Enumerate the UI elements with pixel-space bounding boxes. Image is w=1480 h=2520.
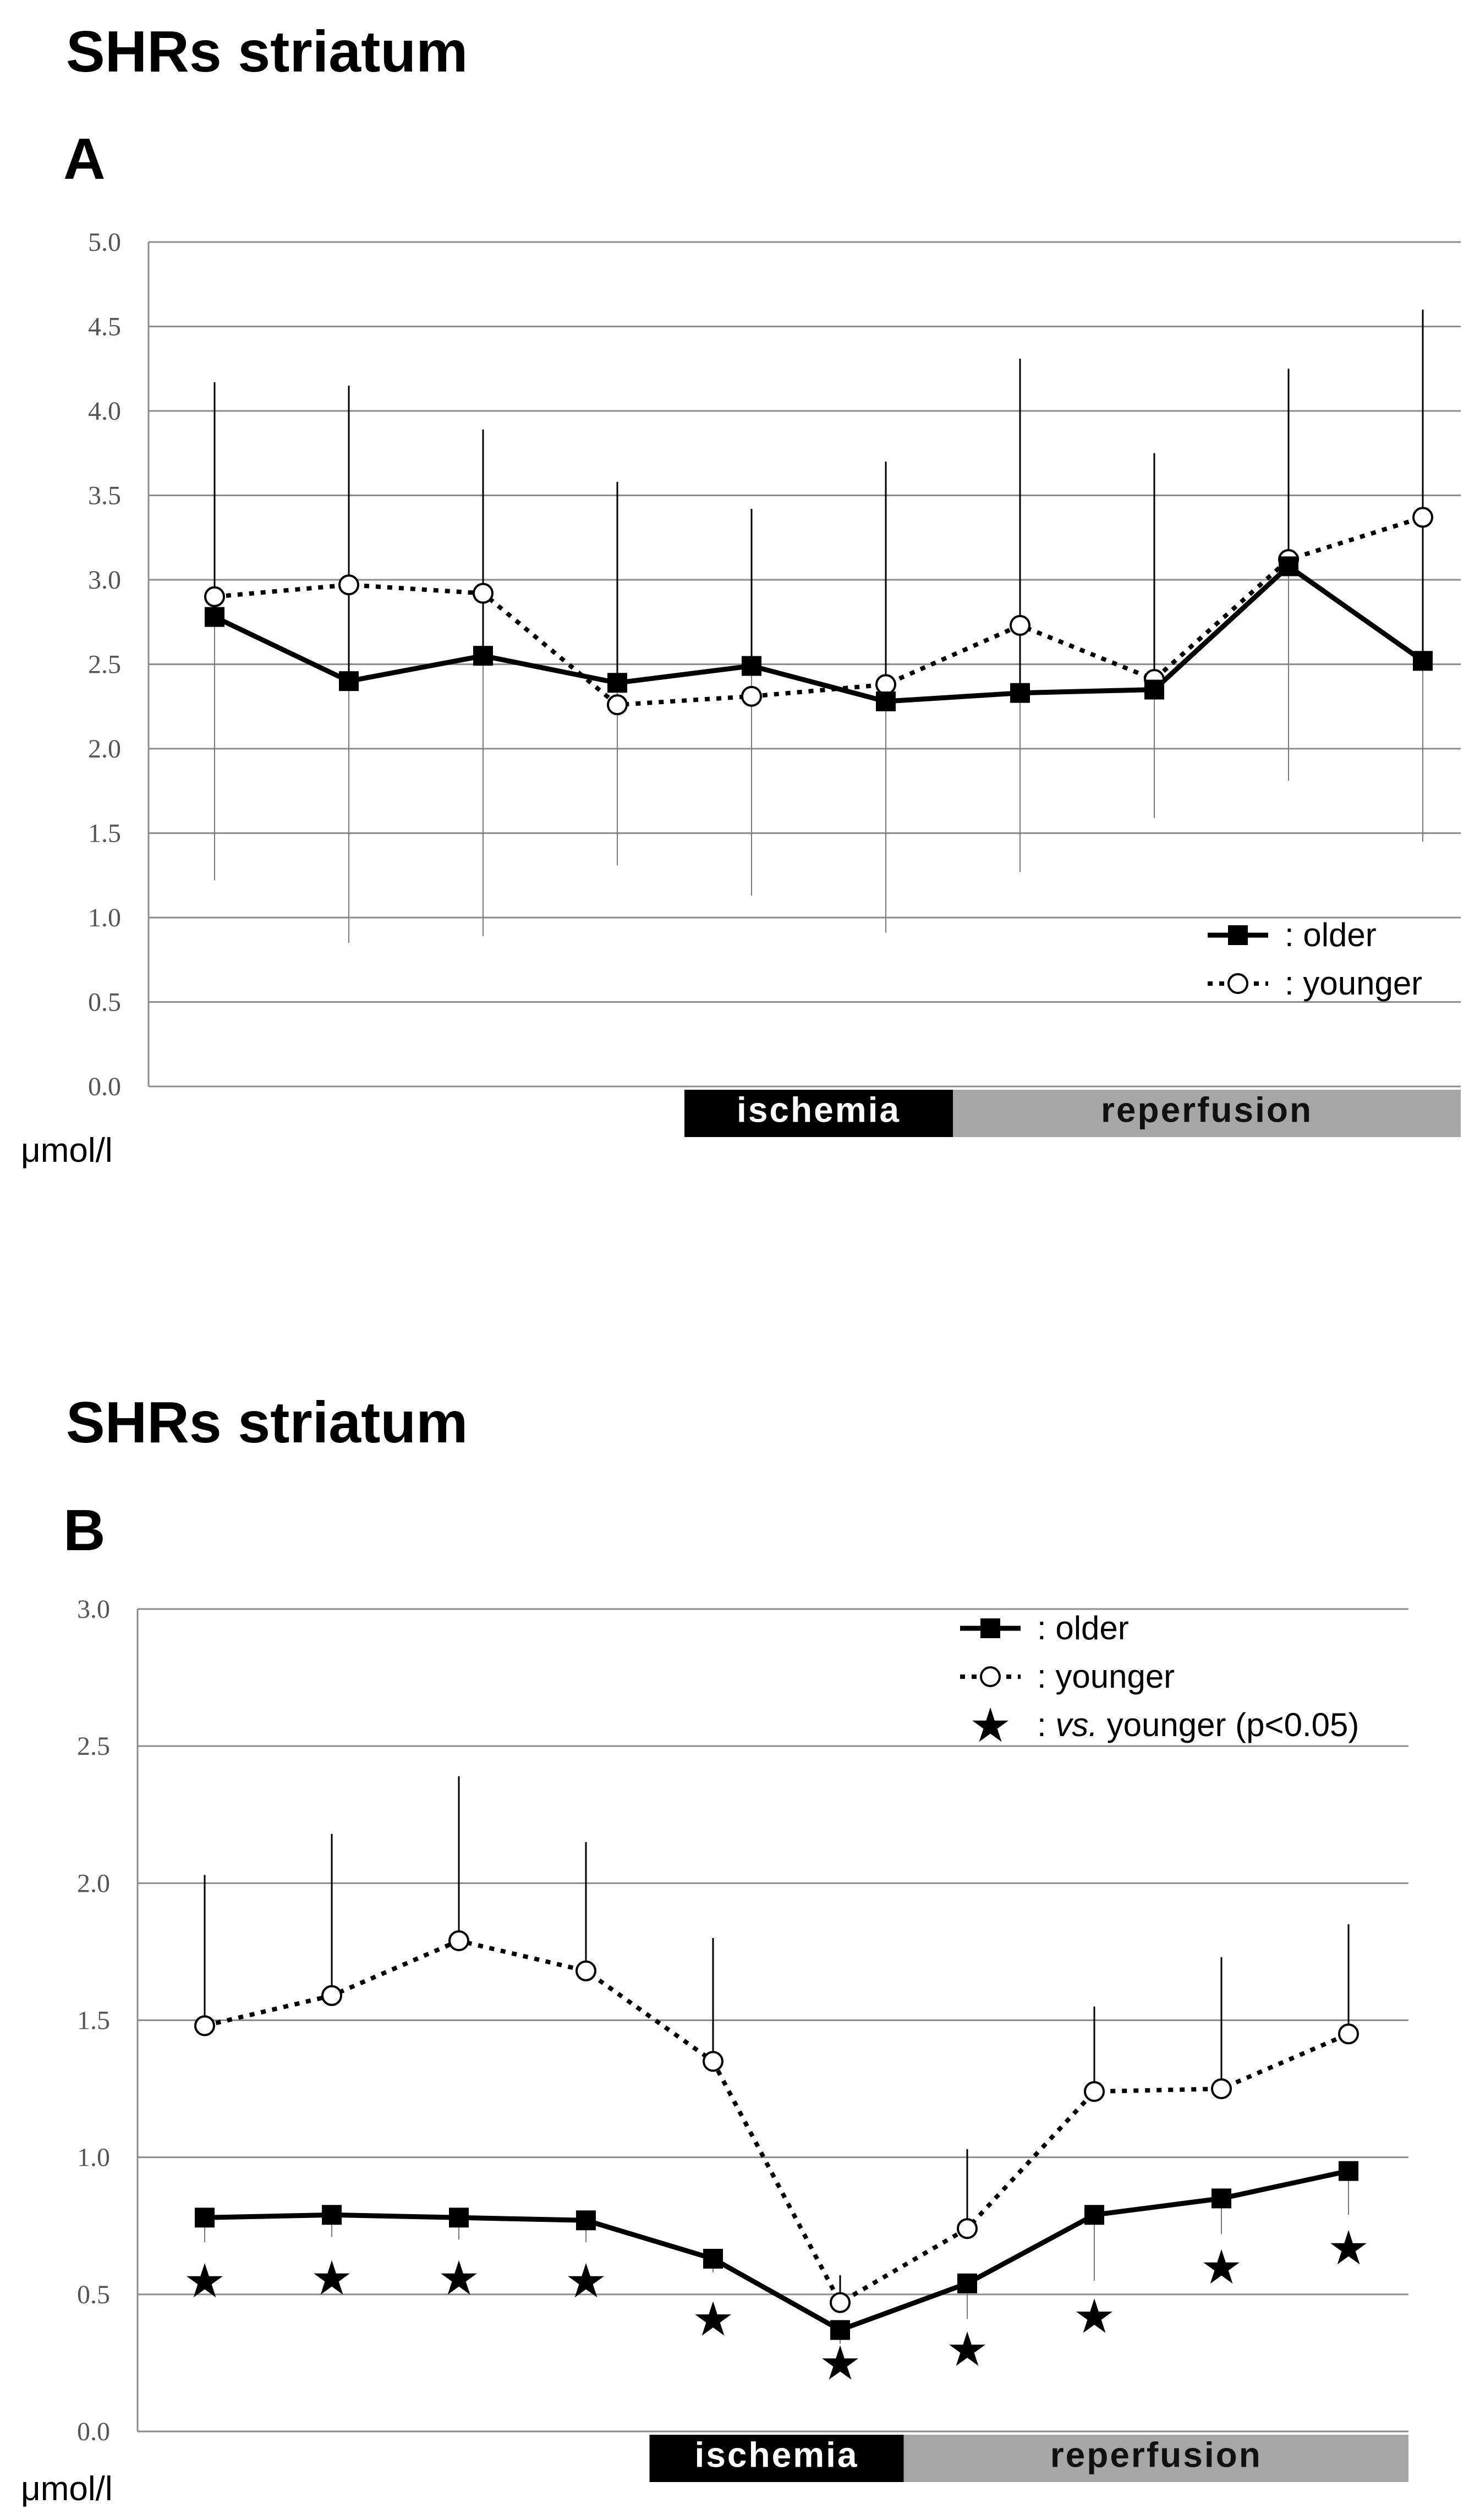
data-point-younger xyxy=(1011,616,1029,635)
y-tick-label: 2.5 xyxy=(77,1732,110,1761)
legend-label: : older xyxy=(1285,916,1377,953)
panel-b-unit: μmol/l xyxy=(21,2470,113,2508)
y-tick-label: 3.0 xyxy=(88,566,121,595)
legend-marker-younger xyxy=(981,1667,1000,1686)
y-tick-label: 1.5 xyxy=(77,2006,110,2035)
significance-star: ★ xyxy=(946,2322,989,2378)
data-point-younger xyxy=(577,1962,595,1980)
data-point-younger xyxy=(205,588,224,606)
data-point-older xyxy=(322,2205,342,2225)
data-point-younger xyxy=(339,575,358,594)
significance-star: ★ xyxy=(564,2253,607,2309)
data-point-older xyxy=(1413,651,1433,671)
y-tick-label: 2.5 xyxy=(88,650,121,679)
data-point-younger xyxy=(1085,2082,1104,2101)
phase-label-reperfusion: reperfusion xyxy=(1100,1090,1313,1130)
legend-marker-older xyxy=(1228,925,1248,945)
panel-a-unit: μmol/l xyxy=(21,1132,113,1170)
data-point-younger xyxy=(876,675,895,694)
y-tick-label: 0.5 xyxy=(77,2280,110,2309)
legend-label: : younger xyxy=(1037,1658,1175,1695)
legend-star-icon: ★ xyxy=(969,1698,1012,1753)
significance-star: ★ xyxy=(1327,2221,1370,2276)
legend-label: : younger xyxy=(1285,965,1423,1002)
legend-label: : older xyxy=(1037,1610,1129,1646)
y-tick-label: 0.0 xyxy=(77,2417,110,2446)
panel-a-chart xyxy=(88,228,1461,1137)
data-point-older xyxy=(339,671,359,691)
data-point-older xyxy=(1144,680,1164,700)
data-point-younger xyxy=(608,695,627,714)
y-tick-label: 5.0 xyxy=(88,228,121,257)
data-point-older xyxy=(607,673,627,693)
significance-star: ★ xyxy=(183,2253,226,2309)
y-tick-label: 2.0 xyxy=(77,1869,110,1898)
data-point-younger xyxy=(1339,2024,1358,2043)
data-point-older xyxy=(1212,2188,1231,2208)
y-tick-label: 1.0 xyxy=(77,2143,110,2172)
phase-label-reperfusion: reperfusion xyxy=(1050,2435,1262,2475)
significance-star: ★ xyxy=(819,2336,862,2391)
y-tick-label: 4.0 xyxy=(88,397,121,426)
data-point-older xyxy=(1279,556,1298,576)
significance-star: ★ xyxy=(1200,2240,1243,2295)
data-point-older xyxy=(195,2208,215,2227)
data-point-younger xyxy=(742,687,761,706)
legend-significance-label: : vs. younger (p<0.05) xyxy=(1037,1706,1360,1743)
data-point-older xyxy=(1010,683,1030,703)
data-point-younger xyxy=(322,1986,341,2005)
data-point-younger xyxy=(450,1931,468,1950)
data-point-older xyxy=(957,2274,977,2293)
significance-star: ★ xyxy=(1073,2289,1116,2345)
significance-star: ★ xyxy=(692,2292,734,2347)
data-point-younger xyxy=(474,584,492,603)
y-tick-label: 4.5 xyxy=(88,312,121,342)
y-tick-label: 0.5 xyxy=(88,987,121,1017)
phase-label-ischemia: ischemia xyxy=(694,2435,859,2475)
y-tick-label: 0.0 xyxy=(88,1072,121,1101)
legend-marker-older xyxy=(980,1618,1000,1638)
y-tick-label: 3.5 xyxy=(88,481,121,510)
panel-b-title: SHRs striatum xyxy=(66,1390,468,1455)
significance-star: ★ xyxy=(437,2250,480,2306)
data-point-younger xyxy=(1212,2079,1231,2098)
data-point-older xyxy=(876,691,896,711)
panel-a-letter: A xyxy=(63,127,106,191)
data-point-older xyxy=(449,2208,469,2227)
panel-b-chart xyxy=(77,1595,1408,2482)
legend-marker-younger xyxy=(1229,974,1247,993)
series-line-older xyxy=(215,566,1423,701)
data-point-older xyxy=(576,2210,596,2230)
data-point-younger xyxy=(831,2293,849,2312)
y-tick-label: 3.0 xyxy=(77,1595,110,1624)
data-point-younger xyxy=(704,2052,722,2071)
data-point-younger xyxy=(1413,508,1432,526)
panel-a-title: SHRs striatum xyxy=(66,19,468,84)
series-line-younger xyxy=(205,1941,1349,2303)
y-tick-label: 1.5 xyxy=(88,819,121,848)
y-tick-label: 1.0 xyxy=(88,903,121,932)
panel-b-letter: B xyxy=(63,1498,106,1563)
y-tick-label: 2.0 xyxy=(88,734,121,764)
data-point-older xyxy=(703,2249,723,2269)
significance-star: ★ xyxy=(310,2250,353,2306)
data-point-younger xyxy=(195,2016,214,2035)
data-point-younger xyxy=(958,2219,977,2238)
data-point-older xyxy=(742,656,761,676)
data-point-older xyxy=(473,646,493,666)
data-point-older xyxy=(1339,2161,1358,2181)
series-line-older xyxy=(205,2171,1349,2330)
phase-label-ischemia: ischemia xyxy=(737,1090,901,1130)
data-point-older xyxy=(1084,2205,1104,2225)
data-point-older xyxy=(205,607,224,627)
